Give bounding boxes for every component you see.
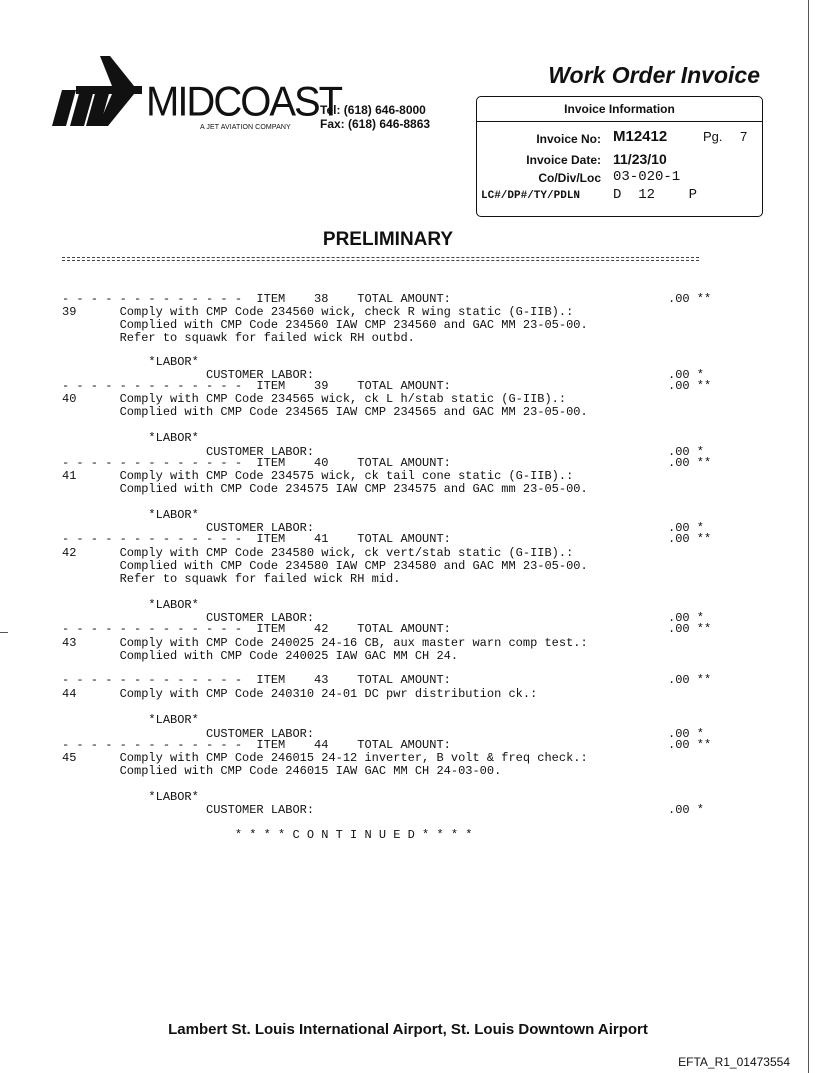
line-text: 45 Comply with CMP Code 246015 24-12 inverter, B volt & freq check.: (62, 751, 588, 765)
line-text: *LABOR* (62, 713, 199, 727)
line-text: Complied with CMP Code 234565 IAW CMP 234565 and GAC MM 23-05-00. (62, 405, 588, 419)
line-amount: .00 * (668, 727, 705, 741)
line-amount: .00 * (668, 368, 705, 382)
invoice-no-value: M12412 (613, 128, 668, 145)
line-amount: .00 ** (668, 673, 712, 687)
line-text: *LABOR* (62, 355, 199, 369)
company-tagline: A JET AVIATION COMPANY (200, 124, 291, 131)
continued-marker: * * * * C O N T I N U E D * * * * (62, 828, 473, 842)
co-div-loc-value: 03-020-1 (613, 169, 681, 185)
line-text: CUSTOMER LABOR: (62, 611, 315, 625)
line-text: Complied with CMP Code 234560 IAW CMP 234560 and GAC MM 23-05-00. (62, 318, 588, 332)
line-amount: .00 * (668, 521, 705, 535)
line-amount: .00 ** (668, 292, 712, 306)
line-text: CUSTOMER LABOR: (62, 803, 315, 817)
line-text: - - - - - - - - - - - - - ITEM 44 TOTAL AMOUNT: (62, 738, 451, 752)
line-amount: .00 * (668, 611, 705, 625)
line-amount: .00 * (668, 803, 705, 817)
line-text: 43 Comply with CMP Code 240025 24-16 CB, aux master warn comp test.: (62, 636, 588, 650)
invoice-info-heading: Invoice Information (477, 97, 762, 122)
footer-locations: Lambert St. Louis International Airport, St. Louis Downtown Airport (168, 1021, 648, 1038)
co-div-loc-label: Co/Div/Loc (538, 171, 601, 185)
line-text: 41 Comply with CMP Code 234575 wick, ck tail cone static (G-IIB).: (62, 469, 574, 483)
midcoast-logo-icon (50, 56, 142, 128)
line-amount: .00 * (668, 445, 705, 459)
preliminary-status: PRELIMINARY (322, 229, 454, 250)
line-text: 39 Comply with CMP Code 234560 wick, check R wing static (G-IIB).: (62, 305, 574, 319)
line-amount: .00 ** (668, 456, 712, 470)
line-text: *LABOR* (62, 508, 199, 522)
document-title: Work Order Invoice (548, 62, 760, 88)
lc-dp-ty-pdln-label: LC#/DP#/TY/PDLN (481, 190, 581, 202)
page-label: Pg. (703, 129, 723, 144)
invoice-date-value: 11/23/10 (613, 151, 667, 167)
line-text: CUSTOMER LABOR: (62, 368, 315, 382)
line-text: Complied with CMP Code 240025 IAW GAC MM CH 24. (62, 649, 459, 663)
line-text: CUSTOMER LABOR: (62, 727, 315, 741)
line-text: - - - - - - - - - - - - - ITEM 40 TOTAL AMOUNT: (62, 456, 451, 470)
line-text: Complied with CMP Code 246015 IAW GAC MM CH 24-03-00. (62, 764, 502, 778)
page-edge-rule (808, 0, 809, 1073)
line-text: Refer to squawk for failed wick RH outbd. (62, 331, 415, 345)
bates-number: EFTA_R1_01473554 (678, 1055, 790, 1069)
company-name: MIDCOAST (146, 78, 342, 126)
company-fax: Fax: (618) 646-8863 (320, 117, 431, 131)
line-text: - - - - - - - - - - - - - ITEM 38 TOTAL AMOUNT: (62, 292, 451, 306)
line-text: 44 Comply with CMP Code 240310 24-01 DC pwr distribution ck.: (62, 687, 538, 701)
line-amount: .00 ** (668, 738, 712, 752)
line-text: 40 Comply with CMP Code 234565 wick, ck L h/stab static (G-IIB).: (62, 392, 567, 406)
line-text: *LABOR* (62, 790, 199, 804)
invoice-date-label: Invoice Date: (526, 153, 601, 167)
line-text: Complied with CMP Code 234575 IAW CMP 234575 and GAC mm 23-05-00. (62, 482, 588, 496)
line-amount: .00 ** (668, 379, 712, 393)
line-text: - - - - - - - - - - - - - ITEM 39 TOTAL AMOUNT: (62, 379, 451, 393)
line-text: Refer to squawk for failed wick RH mid. (62, 572, 401, 586)
company-phone: Tel: (618) 646-8000 (320, 103, 426, 117)
line-text: - - - - - - - - - - - - - ITEM 41 TOTAL AMOUNT: (62, 532, 451, 546)
line-text: - - - - - - - - - - - - - ITEM 43 TOTAL AMOUNT: (62, 673, 451, 687)
lc-dp-ty-pdln-value: D 12 P (613, 187, 698, 203)
line-amount: .00 ** (668, 532, 712, 546)
line-text: CUSTOMER LABOR: (62, 445, 315, 459)
line-text: 42 Comply with CMP Code 234580 wick, ck vert/stab static (G-IIB).: (62, 546, 574, 560)
page-margin-tick (0, 632, 8, 633)
line-text: - - - - - - - - - - - - - ITEM 42 TOTAL AMOUNT: (62, 622, 451, 636)
invoice-info-box (476, 96, 763, 217)
page-number: 7 (740, 129, 748, 144)
line-text: Complied with CMP Code 234580 IAW CMP 234580 and GAC MM 23-05-00. (62, 559, 588, 573)
invoice-no-label: Invoice No: (536, 132, 601, 146)
line-text: *LABOR* (62, 431, 199, 445)
line-text: CUSTOMER LABOR: (62, 521, 315, 535)
line-amount: .00 ** (668, 622, 712, 636)
line-text: *LABOR* (62, 598, 199, 612)
section-divider (62, 257, 699, 261)
